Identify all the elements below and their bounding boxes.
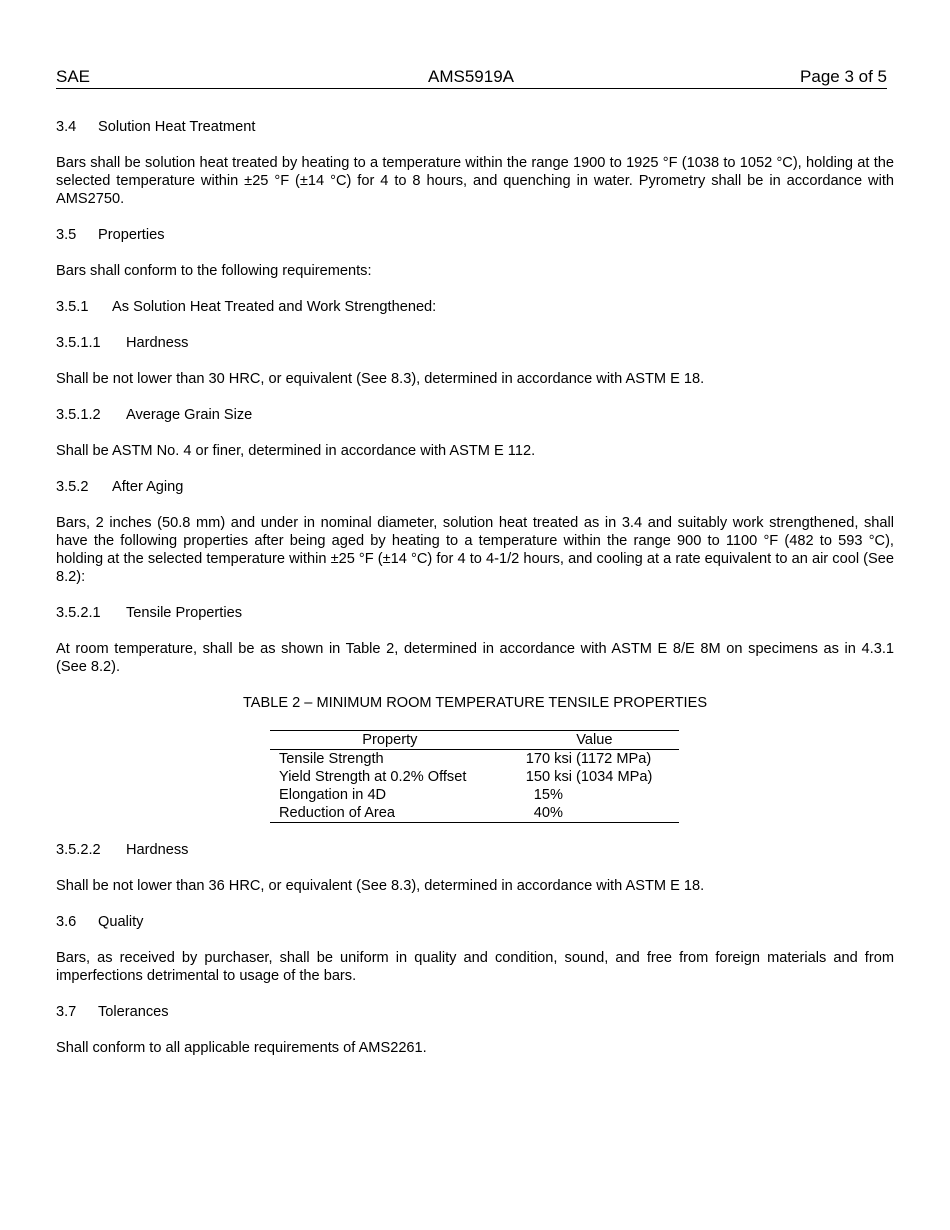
section-number: 3.5 xyxy=(56,227,77,243)
section-3-5-2-text: Bars, 2 inches (50.8 mm) and under in nominal diameter, solution heat treated as in 3.4 and suitably work strengthened, shall have the following properties after being aged by heating to a temperature within the range 900 to 1100 °F (482 to 593 °C), holding at the selected temperature within ±25 °F (±14 °C) for 4 to 4-1/2 hours, and cooling at a rate equivalent to an air cool (See 8.2): xyxy=(56,515,894,585)
table-2 xyxy=(270,730,679,823)
property-cell: Elongation in 4D xyxy=(279,787,387,803)
table-2-title: TABLE 2 – MINIMUM ROOM TEMPERATURE TENSILE PROPERTIES xyxy=(242,695,708,711)
section-number: 3.5.2.2 xyxy=(56,842,101,858)
table-row xyxy=(270,750,679,769)
value-cell: 15% xyxy=(533,787,563,803)
section-number: 3.5.1 xyxy=(56,299,89,315)
section-3-5-heading xyxy=(56,226,894,244)
section-number: 3.5.2.1 xyxy=(56,605,101,621)
section-3-5-2-heading xyxy=(56,478,894,496)
section-3-5-1-2-heading xyxy=(56,406,894,424)
section-title: Hardness xyxy=(126,842,189,858)
section-3-5-2-2-text: Shall be not lower than 36 HRC, or equivalent (See 8.3), determined in accordance with ASTM E 18. xyxy=(56,878,705,894)
section-3-5-2-1-text: At room temperature, shall be as shown in Table 2, determined in accordance with ASTM E 8/E 8M on specimens as in 4.3.1 (See 8.2). xyxy=(56,641,894,675)
section-number: 3.7 xyxy=(56,1004,77,1020)
section-title: Tensile Properties xyxy=(126,605,242,621)
section-3-4-text: Bars shall be solution heat treated by heating to a temperature within the range 1900 to 1925 °F (1038 to 1052 °C), holding at the selected temperature within ±25 °F (±14 °C) for 4 to 8 hours, and quenching in water. Pyrometry shall be in accordance with AMS2750. xyxy=(56,155,894,207)
section-title: Average Grain Size xyxy=(126,407,253,423)
section-3-5-text: Bars shall conform to the following requirements: xyxy=(56,263,372,279)
value-cell: 170 ksi (1172 MPa) xyxy=(525,751,652,767)
section-3-5-1-1-text: Shall be not lower than 30 HRC, or equivalent (See 8.3), determined in accordance with ASTM E 18. xyxy=(56,371,705,387)
section-3-5-1-1-heading xyxy=(56,334,894,352)
section-title: Tolerances xyxy=(98,1004,169,1020)
property-cell: Reduction of Area xyxy=(270,804,510,823)
section-3-7-heading xyxy=(56,1003,894,1021)
document-page xyxy=(56,0,894,1230)
section-number: 3.5.1.2 xyxy=(56,407,101,423)
column-header-value: Value xyxy=(510,731,679,750)
section-3-4-heading xyxy=(56,118,894,136)
header-page-number: Page 3 of 5 xyxy=(800,67,887,86)
document-body xyxy=(56,118,894,1075)
property-cell: Yield Strength at 0.2% Offset xyxy=(279,769,467,785)
section-number: 3.5.1.1 xyxy=(56,335,101,351)
section-3-5-1-heading xyxy=(56,298,894,316)
table-row xyxy=(270,768,679,786)
column-header-property: Property xyxy=(270,731,510,750)
section-title: Properties xyxy=(98,227,165,243)
section-title: After Aging xyxy=(112,479,184,495)
value-cell: 150 ksi (1034 MPa) xyxy=(525,769,653,785)
table-row xyxy=(270,786,679,804)
table-row xyxy=(270,804,679,823)
header-doc-number: AMS5919A xyxy=(428,67,514,86)
page-header xyxy=(56,66,887,89)
section-3-6-text: Bars, as received by purchaser, shall be uniform in quality and condition, sound, and free from foreign materials and from imperfections detrimental to usage of the bars. xyxy=(56,950,894,984)
section-title: Hardness xyxy=(126,335,189,351)
section-number: 3.6 xyxy=(56,914,77,930)
section-3-5-1-2-text: Shall be ASTM No. 4 or finer, determined in accordance with ASTM E 112. xyxy=(56,443,536,459)
property-cell: Tensile Strength xyxy=(279,751,384,767)
value-cell: 40% xyxy=(510,804,679,823)
section-title: Quality xyxy=(98,914,144,930)
section-3-7-text: Shall conform to all applicable requirements of AMS2261. xyxy=(56,1040,427,1056)
section-title: Solution Heat Treatment xyxy=(98,119,256,135)
table-header-row xyxy=(270,731,679,750)
header-org: SAE xyxy=(56,67,91,86)
section-number: 3.4 xyxy=(56,119,77,135)
section-3-5-2-1-heading xyxy=(56,604,894,622)
section-3-5-2-2-heading xyxy=(56,841,894,859)
section-3-6-heading xyxy=(56,913,894,931)
section-title: As Solution Heat Treated and Work Strengthened: xyxy=(112,299,437,315)
section-number: 3.5.2 xyxy=(56,479,89,495)
